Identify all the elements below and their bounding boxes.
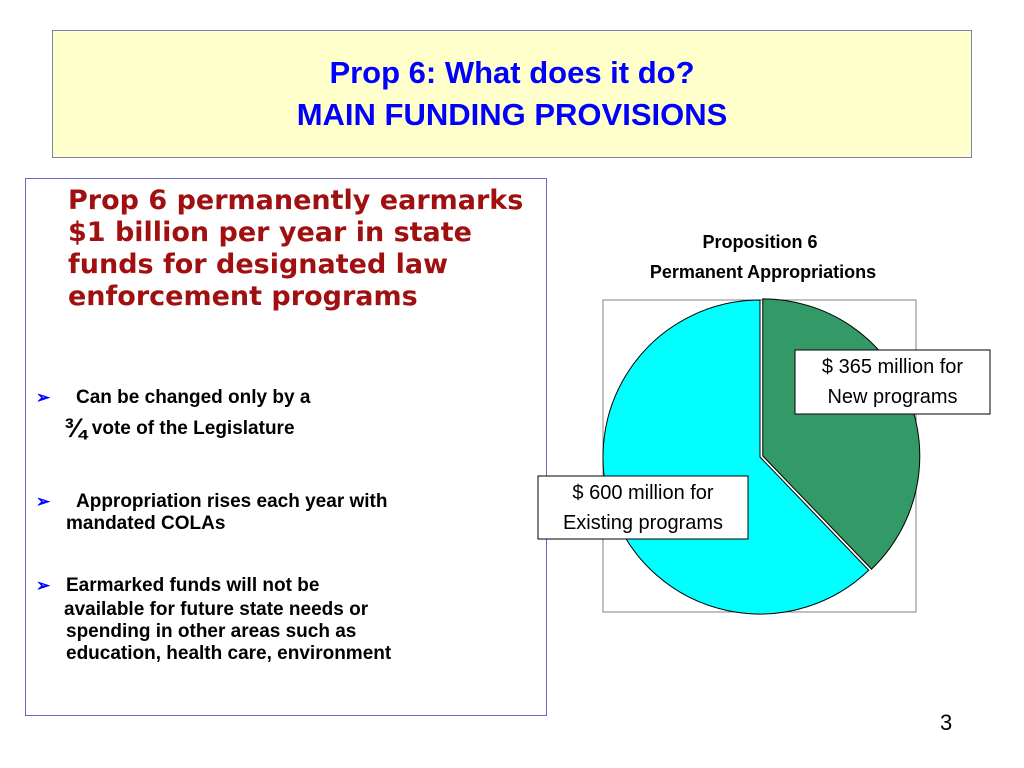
bullet-colas xyxy=(36,491,541,535)
bullet-1-line2: vote of the Legislature xyxy=(86,418,295,439)
content-box xyxy=(25,178,547,716)
title-box xyxy=(52,30,972,158)
bullet-2-line1: Appropriation rises each year with xyxy=(76,491,388,512)
bullet-2-line2: mandated COLAs xyxy=(66,513,226,534)
slice-label-line: New programs xyxy=(827,386,958,408)
pie-chart xyxy=(530,225,995,620)
three-quarter-fraction: ¾ xyxy=(64,413,87,443)
slide-title-line1: Prop 6: What does it do? xyxy=(329,55,695,90)
arrow-bullet-icon: ➢ xyxy=(36,492,51,511)
bullet-3-line4: education, health care, environment xyxy=(66,643,392,664)
chart-title-line2: Permanent Appropriations xyxy=(649,262,877,282)
slice-label-line: Existing programs xyxy=(562,512,724,534)
slice-label-new-programs xyxy=(795,350,990,414)
slice-label-line: $ 365 million for xyxy=(821,356,964,378)
bullet-3-line2: available for future state needs or xyxy=(64,599,369,620)
bullet-earmarked xyxy=(36,575,541,665)
slice-label-existing-programs xyxy=(538,476,748,539)
chart-title-line1: Proposition 6 xyxy=(702,232,818,252)
bullet-legislature xyxy=(36,387,541,443)
arrow-bullet-icon: ➢ xyxy=(36,388,51,407)
page-number: 3 xyxy=(940,710,953,735)
bullet-3-line1: Earmarked funds will not be xyxy=(66,575,320,596)
slice-label-line: $ 600 million for xyxy=(572,482,714,504)
bullet-1-line1: Can be changed only by a xyxy=(76,387,311,408)
main-statement: Prop 6 permanently earmarks $1 billion per year in state funds for designated law enforcement programs xyxy=(68,185,524,312)
bullet-3-line3: spending in other areas such as xyxy=(66,621,357,642)
slide-title-line2: MAIN FUNDING PROVISIONS xyxy=(296,97,728,132)
arrow-bullet-icon: ➢ xyxy=(36,576,51,595)
